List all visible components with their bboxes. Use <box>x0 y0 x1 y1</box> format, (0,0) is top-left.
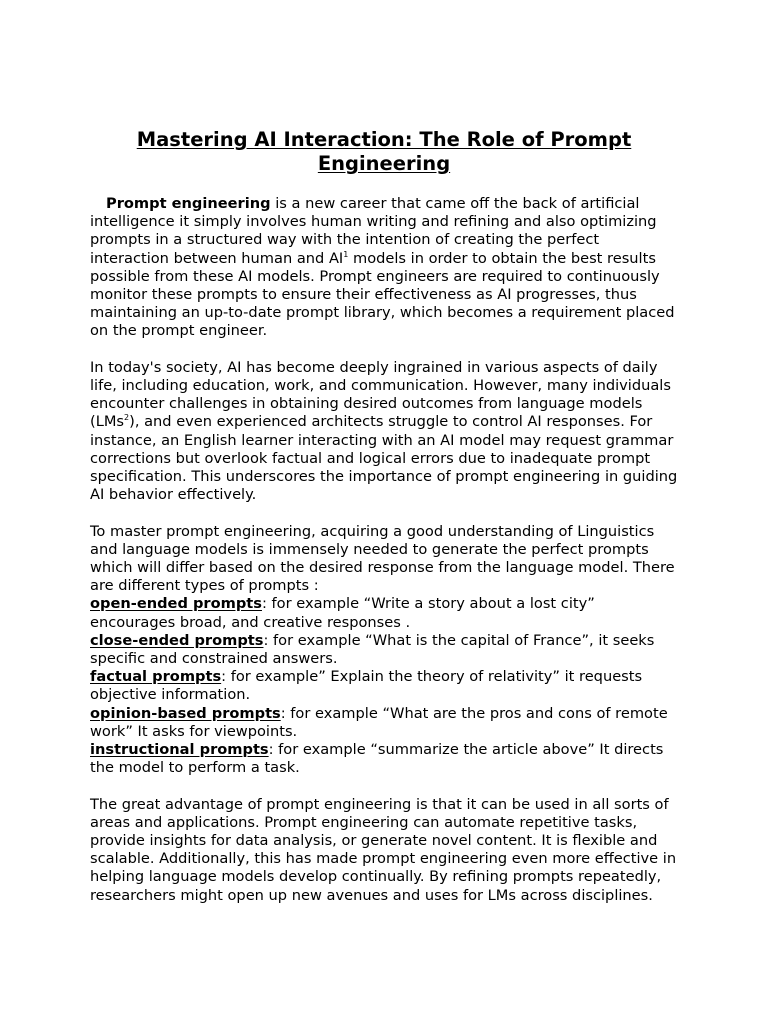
prompt-type-description: : for example “What are the pros and cons of remote work” It asks for viewpoints. <box>90 704 668 740</box>
paragraph-text: In today's society, AI has become deeply ingrained in various aspects of daily life, including education, work, and communication. However, many individuals encounter challenges in obtaining desired outcomes from language models (LMs <box>90 358 671 431</box>
paragraph-text: is a new career that came off the back of artificial intelligence it simply involves human writing and refining and also optimizing prompts in a structured way with the intention of creating the perfect interaction between human and AI <box>90 195 657 267</box>
paragraph-mastering <box>90 523 682 596</box>
prompt-type-name: instructional prompts <box>90 741 269 759</box>
prompt-type-name: opinion-based prompts <box>90 704 281 722</box>
paragraph-text: ), and even experienced architects struggle to control AI responses. For instance, an English learner interacting with an AI model may request grammar corrections but overlook factual and logical errors due to inadequate prompt specification. This underscores the importance of prompt engineering in guiding AI behavior effectively. <box>90 413 678 504</box>
paragraph-advantages <box>90 796 682 905</box>
paragraph-spacer <box>90 341 682 359</box>
prompt-type-description: : for example “summarize the article above” It directs the model to perform a task. <box>90 741 664 777</box>
paragraph-intro <box>90 195 682 341</box>
prompt-type-item <box>90 632 682 668</box>
paragraph-text: The great advantage of prompt engineering is that it can be used in all sorts of areas and applications. Prompt engineering can automate repetitive tasks, provide insights for data analysis, or generate novel content. It is flexible and scalable. Additionally, this has made prompt engineering even more effective in helping language models develop continually. By refining prompts repeatedly, researchers might open up new avenues and uses for LMs across disciplines. <box>90 795 677 904</box>
paragraph-text: To master prompt engineering, acquiring a good understanding of Linguistics and language models is immensely needed to generate the perfect prompts which will differ based on the desired response from the language model. <box>90 522 655 577</box>
paragraph-text: models in order to obtain the best results possible from these AI models. Prompt engineers are required to continuously monitor these prompts to ensure their effectiveness as AI progresses, thus maintaining an up-to-date prompt library, which becomes a requirement placed on the prompt engineer. <box>90 249 675 340</box>
footnote-marker: 1 <box>343 249 349 259</box>
types-intro: There are different types of prompts : <box>90 559 675 595</box>
prompt-type-name: factual prompts <box>90 668 222 686</box>
document-body <box>90 195 682 905</box>
prompt-type-item <box>90 595 682 631</box>
lead-term: Prompt engineering <box>106 195 271 212</box>
prompt-type-description: : for example “What is the capital of France”, it seeks specific and constrained answers. <box>90 631 655 668</box>
footnote-marker: 2 <box>124 413 130 423</box>
prompt-type-item <box>90 668 682 704</box>
paragraph-spacer <box>90 504 682 522</box>
prompt-type-description: : for example” Explain the theory of relativity” it requests objective information. <box>90 668 643 704</box>
prompt-type-description: : for example “Write a story about a lost city” encourages broad, and creative responses . <box>90 595 595 631</box>
prompt-type-item <box>90 705 682 741</box>
prompt-type-item <box>90 741 682 777</box>
paragraph-society <box>90 359 682 505</box>
prompt-type-name: open-ended prompts <box>90 595 262 613</box>
prompt-type-name: close-ended prompts <box>90 631 264 649</box>
document-title: Mastering AI Interaction: The Role of Prompt Engineering <box>136 128 632 175</box>
paragraph-spacer <box>90 777 682 795</box>
